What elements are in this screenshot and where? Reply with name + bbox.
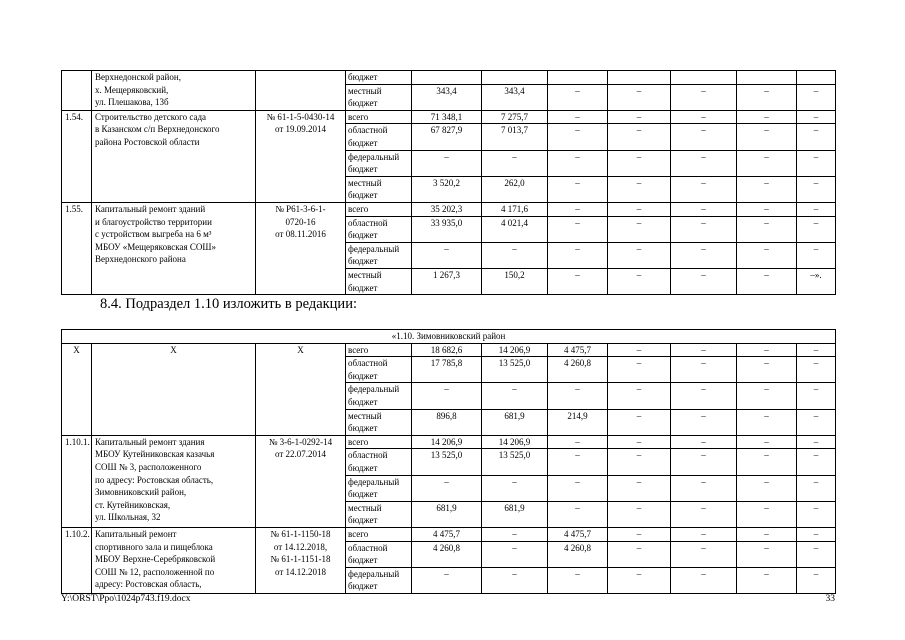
value-cell: 4 475,7	[548, 527, 608, 541]
value-cell: 67 827,9	[412, 124, 482, 150]
value-cell: –	[608, 383, 671, 409]
value-cell: –	[671, 435, 737, 449]
value-cell: –	[671, 409, 737, 435]
value-cell: –	[482, 527, 548, 541]
row-number-cell	[62, 71, 92, 111]
value-cell: –	[797, 216, 836, 242]
value-cell: –	[797, 202, 836, 216]
value-cell: –	[737, 501, 797, 527]
value-cell: 71 348,1	[412, 110, 482, 124]
table-row	[62, 110, 836, 124]
value-cell: –	[548, 124, 608, 150]
value-cell: 14 206,9	[412, 435, 482, 449]
value-cell: 4 260,8	[412, 541, 482, 567]
value-cell: –	[482, 150, 548, 176]
table-row	[62, 343, 836, 357]
value-cell: 13 525,0	[482, 449, 548, 475]
value-cell: –	[797, 343, 836, 357]
value-cell: –	[482, 567, 548, 593]
value-cell: –	[548, 242, 608, 268]
value-cell: –	[548, 176, 608, 202]
section-heading: 8.4. Подраздел 1.10 изложить в редакции:	[100, 296, 357, 312]
value-cell: –	[548, 449, 608, 475]
budget-type-cell: федеральный бюджет	[346, 383, 412, 409]
document-cell	[256, 71, 346, 111]
budget-table-zimovnikovsky	[61, 329, 836, 594]
value-cell: –	[737, 202, 797, 216]
file-path: Y:\ORST\Ppo\1024p743.f19.docx	[61, 594, 191, 604]
value-cell: –	[548, 475, 608, 501]
document-cell: № 3-6-1-0292-14 от 22.07.2014	[256, 435, 346, 527]
budget-type-cell: местный бюджет	[346, 268, 412, 294]
value-cell: –	[671, 567, 737, 593]
value-cell: –	[608, 527, 671, 541]
budget-type-cell: областной бюджет	[346, 124, 412, 150]
value-cell: –	[737, 242, 797, 268]
value-cell: –	[671, 501, 737, 527]
value-cell: –	[671, 124, 737, 150]
object-name-cell: Х	[92, 343, 256, 435]
value-cell: 4 475,7	[412, 527, 482, 541]
budget-type-cell: местный бюджет	[346, 409, 412, 435]
document-cell: № 61-1-1150-18 от 14.12.2018, № 61-1-1151-18 от 14.12.2018	[256, 527, 346, 593]
document-cell: № 61-1-5-0430-14 от 19.09.2014	[256, 110, 346, 202]
value-cell: –	[608, 202, 671, 216]
table-row	[62, 330, 836, 344]
value-cell: –	[671, 449, 737, 475]
value-cell: –	[737, 216, 797, 242]
value-cell: 14 206,9	[482, 435, 548, 449]
value-cell: –	[671, 343, 737, 357]
value-cell: 1 267,3	[412, 268, 482, 294]
budget-type-cell: бюджет	[346, 71, 412, 85]
budget-type-cell: федеральный бюджет	[346, 567, 412, 593]
value-cell: –	[671, 357, 737, 383]
budget-type-cell: всего	[346, 110, 412, 124]
value-cell: –	[671, 216, 737, 242]
value-cell: –	[548, 501, 608, 527]
row-number-cell: 1.55.	[62, 202, 92, 294]
value-cell: –	[737, 176, 797, 202]
budget-type-cell: федеральный бюджет	[346, 150, 412, 176]
value-cell: –	[548, 383, 608, 409]
value-cell: –	[671, 202, 737, 216]
table-row	[62, 71, 836, 85]
budget-table-continued	[61, 70, 836, 295]
value-cell: –	[737, 527, 797, 541]
object-name-cell: Капитальный ремонт спортивного зала и пищеблока МБОУ Верхне-Серебряковской СОШ № 12, расположенной по адресу: Ростовская область,	[92, 527, 256, 593]
value-cell: –	[608, 84, 671, 110]
value-cell: 343,4	[412, 84, 482, 110]
value-cell: 7 013,7	[482, 124, 548, 150]
value-cell: –	[608, 242, 671, 268]
object-name-cell: Капитальный ремонт здания МБОУ Кутейниковская казачья СОШ № 3, расположенного по адресу: Ростовская область, Зимовниковский район, ст. Кутейниковская, ул. Школьная, 32	[92, 435, 256, 527]
value-cell: –	[608, 475, 671, 501]
value-cell: –	[608, 567, 671, 593]
value-cell: –	[482, 475, 548, 501]
budget-type-cell: местный бюджет	[346, 84, 412, 110]
value-cell: 262,0	[482, 176, 548, 202]
object-name-cell: Верхнедонской район, х. Мещеряковский, ул. Плешакова, 13б	[92, 71, 256, 111]
document-cell: № Р61-3-6-1- 0720-16 от 08.11.2016	[256, 202, 346, 294]
value-cell: –	[482, 242, 548, 268]
value-cell: –	[797, 110, 836, 124]
value-cell: –	[737, 541, 797, 567]
value-cell: 343,4	[482, 84, 548, 110]
budget-type-cell: всего	[346, 435, 412, 449]
budget-type-cell: местный бюджет	[346, 176, 412, 202]
value-cell: 17 785,8	[412, 357, 482, 383]
budget-type-cell: всего	[346, 343, 412, 357]
budget-type-cell: областной бюджет	[346, 449, 412, 475]
budget-type-cell: областной бюджет	[346, 216, 412, 242]
value-cell: –	[412, 567, 482, 593]
value-cell: –	[797, 409, 836, 435]
value-cell: –	[737, 475, 797, 501]
value-cell: 33 935,0	[412, 216, 482, 242]
row-number-cell: 1.10.2.	[62, 527, 92, 593]
value-cell: –	[548, 202, 608, 216]
value-cell: 214,9	[548, 409, 608, 435]
budget-type-cell: федеральный бюджет	[346, 242, 412, 268]
value-cell: –	[737, 449, 797, 475]
value-cell: –	[548, 84, 608, 110]
value-cell: 681,9	[482, 501, 548, 527]
value-cell: 18 682,6	[412, 343, 482, 357]
value-cell: –	[608, 124, 671, 150]
value-cell: –	[737, 409, 797, 435]
value-cell: –	[797, 176, 836, 202]
value-cell: –	[671, 541, 737, 567]
value-cell: –	[737, 84, 797, 110]
value-cell: –	[671, 84, 737, 110]
value-cell: –	[737, 383, 797, 409]
value-cell: –	[737, 124, 797, 150]
value-cell: 4 260,8	[548, 357, 608, 383]
value-cell: 4 021,4	[482, 216, 548, 242]
value-cell: –	[797, 84, 836, 110]
value-cell: –	[797, 475, 836, 501]
value-cell: –	[737, 110, 797, 124]
value-cell: –».	[797, 268, 836, 294]
value-cell: –	[797, 124, 836, 150]
value-cell: –	[412, 475, 482, 501]
value-cell: –	[737, 567, 797, 593]
value-cell: –	[608, 343, 671, 357]
object-name-cell: Капитальный ремонт зданий и благоустройство территории с устройством выгреба на 6 м³ МБОУ «Мещеряковская СОШ» Верхнедонского района	[92, 202, 256, 294]
document-cell: Х	[256, 343, 346, 435]
value-cell: –	[482, 541, 548, 567]
value-cell: –	[671, 110, 737, 124]
value-cell: –	[737, 150, 797, 176]
value-cell: –	[548, 435, 608, 449]
value-cell: –	[608, 449, 671, 475]
value-cell: –	[548, 567, 608, 593]
value-cell: –	[608, 409, 671, 435]
value-cell: –	[797, 435, 836, 449]
value-cell: –	[797, 541, 836, 567]
row-number-cell: 1.10.1.	[62, 435, 92, 527]
budget-type-cell: областной бюджет	[346, 541, 412, 567]
value-cell: –	[797, 567, 836, 593]
object-name-cell: Строительство детского сада в Казанском с/п Верхнедонского района Ростовской области	[92, 110, 256, 202]
value-cell: –	[482, 383, 548, 409]
value-cell: –	[737, 357, 797, 383]
value-cell: 35 202,3	[412, 202, 482, 216]
value-cell: –	[608, 357, 671, 383]
value-cell: 4 260,8	[548, 541, 608, 567]
value-cell: –	[671, 527, 737, 541]
value-cell: –	[608, 150, 671, 176]
value-cell: –	[608, 541, 671, 567]
value-cell: –	[737, 343, 797, 357]
row-number-cell: 1.54.	[62, 110, 92, 202]
value-cell: –	[671, 150, 737, 176]
value-cell: –	[412, 242, 482, 268]
value-cell: –	[797, 383, 836, 409]
table-row	[62, 527, 836, 541]
value-cell: 13 525,0	[412, 449, 482, 475]
value-cell: –	[797, 527, 836, 541]
value-cell: –	[797, 150, 836, 176]
value-cell: –	[548, 216, 608, 242]
value-cell: –	[737, 435, 797, 449]
value-cell: 681,9	[412, 501, 482, 527]
value-cell: –	[671, 268, 737, 294]
page-number: 33	[825, 594, 835, 604]
value-cell: –	[548, 150, 608, 176]
value-cell: –	[797, 242, 836, 268]
value-cell: –	[797, 357, 836, 383]
value-cell: 3 520,2	[412, 176, 482, 202]
value-cell: –	[548, 268, 608, 294]
value-cell: 681,9	[482, 409, 548, 435]
table-row	[62, 435, 836, 449]
value-cell: 13 525,0	[482, 357, 548, 383]
value-cell: –	[671, 475, 737, 501]
value-cell: –	[608, 268, 671, 294]
value-cell: 896,8	[412, 409, 482, 435]
value-cell: –	[671, 176, 737, 202]
budget-type-cell: местный бюджет	[346, 501, 412, 527]
value-cell: 4 171,6	[482, 202, 548, 216]
value-cell: 14 206,9	[482, 343, 548, 357]
value-cell: –	[412, 150, 482, 176]
budget-type-cell: федеральный бюджет	[346, 475, 412, 501]
value-cell: 150,2	[482, 268, 548, 294]
value-cell: –	[608, 501, 671, 527]
value-cell: –	[737, 268, 797, 294]
value-cell: –	[548, 110, 608, 124]
value-cell: –	[797, 449, 836, 475]
district-title: «1.10. Зимовниковский район	[62, 330, 836, 344]
value-cell: –	[412, 383, 482, 409]
budget-type-cell: всего	[346, 202, 412, 216]
budget-type-cell: областной бюджет	[346, 357, 412, 383]
value-cell: –	[671, 242, 737, 268]
row-number-cell: Х	[62, 343, 92, 435]
value-cell: –	[797, 501, 836, 527]
value-cell: 7 275,7	[482, 110, 548, 124]
table-row	[62, 202, 836, 216]
value-cell: –	[671, 383, 737, 409]
value-cell: 4 475,7	[548, 343, 608, 357]
budget-type-cell: всего	[346, 527, 412, 541]
value-cell: –	[608, 216, 671, 242]
value-cell: –	[608, 110, 671, 124]
value-cell: –	[608, 435, 671, 449]
value-cell: –	[608, 176, 671, 202]
